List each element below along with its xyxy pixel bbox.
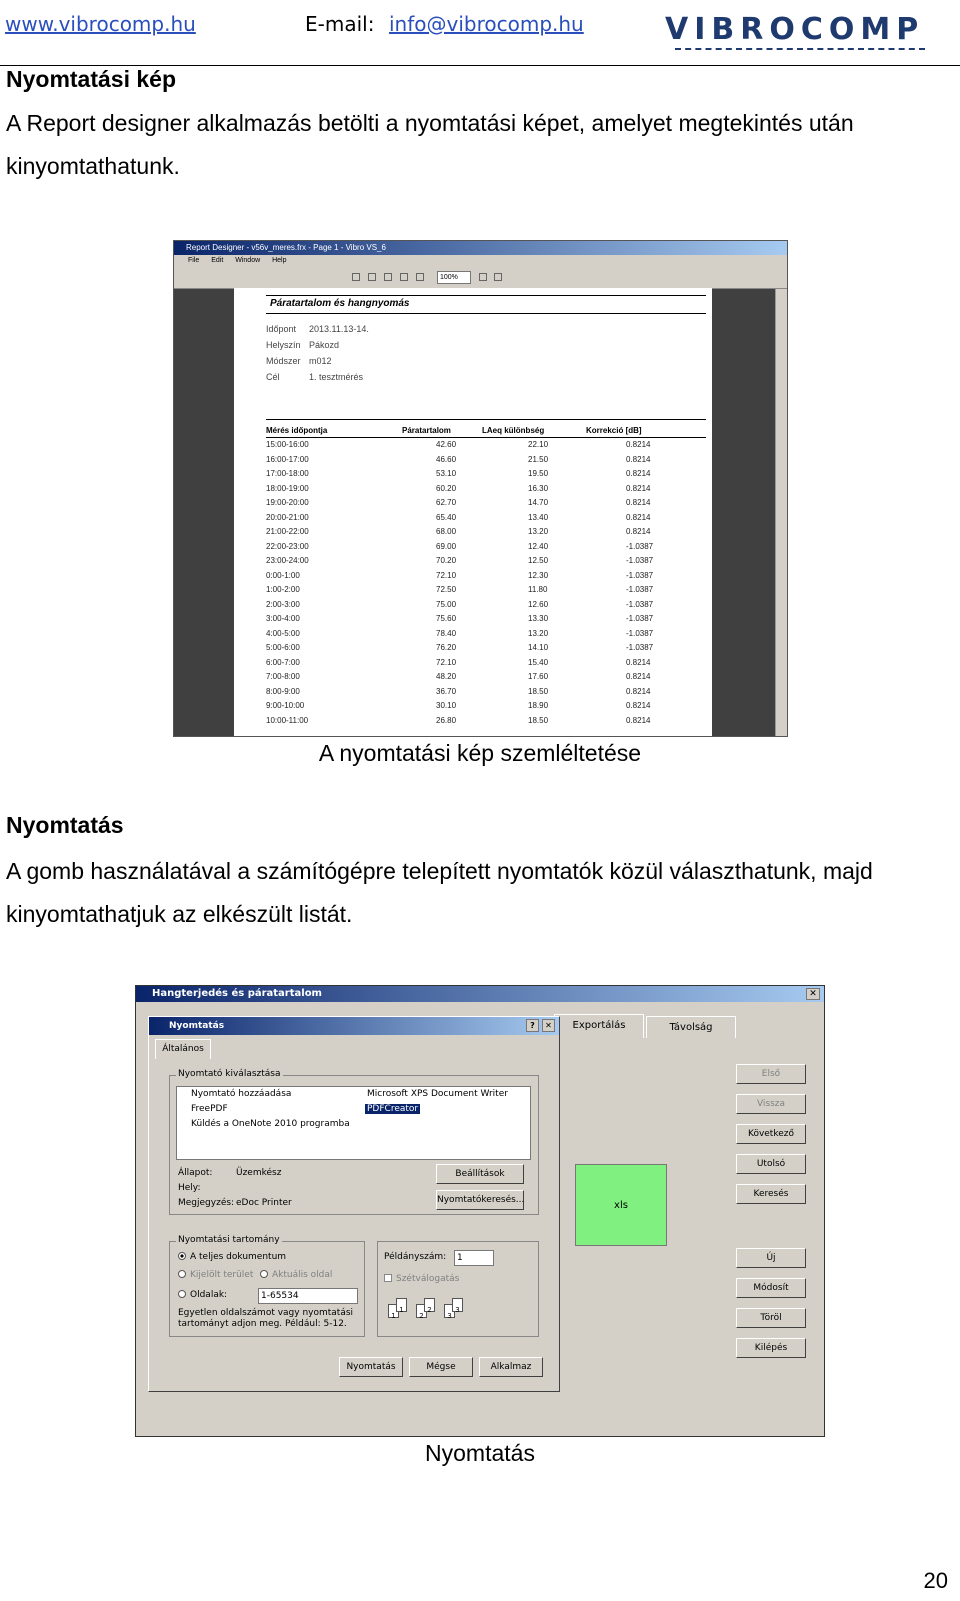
printer-group-label: Nyomtató kiválasztása xyxy=(178,1069,281,1079)
range-selection-label: Kijelölt terület xyxy=(190,1270,254,1280)
table-cell: 20:00-21:00 xyxy=(266,512,309,522)
table-cell: -1.0387 xyxy=(626,570,654,580)
printer-freepdf[interactable]: FreePDF xyxy=(191,1104,228,1114)
table-cell: 75.60 xyxy=(436,614,457,623)
copies-label: Példányszám: xyxy=(384,1252,447,1262)
comment-value: eDoc Printer xyxy=(236,1198,292,1208)
table-cell: 0.8214 xyxy=(626,469,651,478)
report-designer-screenshot xyxy=(173,240,788,737)
next-page-icon[interactable] xyxy=(400,273,408,281)
collate-page-icon: 2 xyxy=(416,1304,427,1318)
range-all-radio[interactable] xyxy=(178,1252,286,1262)
collate-page-icon: 3 xyxy=(444,1304,455,1318)
logo-text: VIBROCOMP xyxy=(665,12,925,47)
table-cell: -1.0387 xyxy=(626,585,654,594)
table-cell: 0.8214 xyxy=(626,686,651,696)
zoom-icon[interactable] xyxy=(479,273,487,281)
website-link[interactable]: www.vibrocomp.hu xyxy=(5,12,196,36)
collate-page-icon: 2 xyxy=(424,1298,435,1312)
table-cell: 14.70 xyxy=(528,498,549,507)
table-cell: 18:00-19:00 xyxy=(266,483,309,493)
report-title: Páratartalom és hangnyomás xyxy=(270,298,410,309)
table-cell: 18.50 xyxy=(528,715,549,725)
meta-value: m012 xyxy=(309,356,332,366)
table-row xyxy=(266,571,706,585)
first-page-icon[interactable] xyxy=(352,273,360,281)
print-dialog-title: Nyomtatás xyxy=(169,1021,225,1031)
side-button[interactable]: Kilépés xyxy=(736,1338,806,1358)
table-cell: 2:00-3:00 xyxy=(266,599,300,609)
table-row xyxy=(266,716,706,730)
table-row xyxy=(266,672,706,686)
page-header xyxy=(0,0,960,66)
table-cell: 14.10 xyxy=(528,643,549,652)
meta-key: Időpont xyxy=(266,324,297,334)
email-label: E-mail: xyxy=(305,12,375,36)
printer-select-group xyxy=(169,1069,539,1215)
table-cell: 22.10 xyxy=(528,440,549,449)
zoom-select[interactable]: 100% xyxy=(437,271,471,284)
table-cell: -1.0387 xyxy=(626,541,654,551)
table-row xyxy=(266,658,706,672)
printer-xps[interactable]: Microsoft XPS Document Writer xyxy=(367,1089,508,1099)
logo-underline xyxy=(675,48,925,50)
table-cell: 0.8214 xyxy=(626,701,651,710)
section-heading-print: Nyomtatás xyxy=(6,812,124,838)
page-number: 20 xyxy=(923,1568,948,1593)
table-cell: 13.40 xyxy=(528,512,549,522)
table-cell: 1:00-2:00 xyxy=(266,585,300,594)
collate-page-icon: 1 xyxy=(388,1304,399,1318)
table-cell: 11.80 xyxy=(528,585,548,594)
table-cell: 3:00-4:00 xyxy=(266,614,300,623)
table-cell: 17:00-18:00 xyxy=(266,469,309,478)
section-heading-print-preview: Nyomtatási kép xyxy=(6,66,177,92)
print-range-group xyxy=(169,1235,365,1337)
table-cell: 75.00 xyxy=(436,599,457,609)
table-cell: 0.8214 xyxy=(626,454,651,464)
printer-settings-button[interactable]: Beállítások xyxy=(436,1164,524,1184)
app-window-titlebar: Hangterjedés és páratartalom xyxy=(136,986,824,1002)
table-row xyxy=(266,643,706,657)
side-button[interactable]: Vissza xyxy=(736,1094,806,1114)
collate-page-icon: 3 xyxy=(452,1298,463,1312)
table-cell: 70.20 xyxy=(436,556,457,565)
pages-input[interactable]: 1-65534 xyxy=(258,1288,358,1304)
table-cell: 65.40 xyxy=(436,512,457,522)
xls-export-button[interactable]: xls xyxy=(575,1164,667,1246)
table-cell: 46.60 xyxy=(436,454,457,464)
menu-window[interactable]: Window xyxy=(235,257,261,264)
table-row xyxy=(266,600,706,614)
table-cell: 0:00-1:00 xyxy=(266,570,300,580)
table-cell: 53.10 xyxy=(436,469,457,478)
tab-export[interactable]: Exportálás xyxy=(554,1014,644,1038)
status-value: Üzemkész xyxy=(236,1168,282,1178)
table-row xyxy=(266,614,706,628)
table-cell: 36.70 xyxy=(436,686,457,696)
comment-label: Megjegyzés: xyxy=(178,1198,235,1208)
printer-add-printer[interactable]: Nyomtató hozzáadása xyxy=(191,1089,292,1099)
print-dialog xyxy=(148,1016,560,1392)
table-cell: 6:00-7:00 xyxy=(266,657,300,667)
table-row xyxy=(266,542,706,556)
table-cell: 13.20 xyxy=(528,628,549,638)
figure-caption-2: Nyomtatás xyxy=(425,1440,535,1466)
preview-scrollbar[interactable] xyxy=(775,289,787,737)
meta-value: Pákozd xyxy=(309,340,340,350)
table-cell: 9:00-10:00 xyxy=(266,701,305,710)
side-button[interactable]: Új xyxy=(736,1248,806,1268)
side-button[interactable]: Utolsó xyxy=(736,1154,806,1174)
table-cell: 0.8214 xyxy=(626,483,651,493)
table-cell: 12.60 xyxy=(528,599,549,609)
printer-icon[interactable] xyxy=(494,273,502,281)
table-row xyxy=(266,455,706,469)
printer-onenote[interactable]: Küldés a OneNote 2010 programba xyxy=(191,1119,350,1129)
table-cell: 16.30 xyxy=(528,483,549,493)
side-button[interactable]: Keresés xyxy=(736,1184,806,1204)
table-cell: 19.50 xyxy=(528,469,549,478)
table-cell: 18.50 xyxy=(528,686,549,696)
copies-group xyxy=(377,1241,539,1337)
close-icon[interactable]: ✕ xyxy=(806,988,820,1000)
table-cell: 26.80 xyxy=(436,715,457,725)
range-hint: Egyetlen oldalszámot vagy nyomtatási tartományt adjon meg. Például: 5-12. xyxy=(178,1308,354,1329)
side-button[interactable]: Első xyxy=(736,1064,806,1084)
table-row xyxy=(266,629,706,643)
meta-key: Módszer xyxy=(266,356,301,366)
table-cell: 0.8214 xyxy=(626,498,651,507)
table-cell: 8:00-9:00 xyxy=(266,686,300,696)
table-cell: 0.8214 xyxy=(626,440,651,449)
report-designer-menubar xyxy=(174,255,787,267)
table-cell: 13.20 xyxy=(528,527,549,536)
report-meta-line xyxy=(266,340,339,350)
table-cell: 0.8214 xyxy=(626,512,651,522)
table-cell: 48.20 xyxy=(436,672,457,681)
printer-list xyxy=(176,1086,531,1160)
table-cell: 15:00-16:00 xyxy=(266,440,309,449)
table-cell: 23:00-24:00 xyxy=(266,556,309,565)
side-button[interactable]: Töröl xyxy=(736,1308,806,1328)
tab-distance[interactable]: Távolság xyxy=(646,1016,736,1038)
table-row xyxy=(266,687,706,701)
table-cell: 4:00-5:00 xyxy=(266,628,300,638)
report-meta-line xyxy=(266,324,369,334)
menu-help[interactable]: Help xyxy=(272,257,287,264)
menu-file[interactable]: File xyxy=(188,257,200,264)
preview-toolbar xyxy=(174,267,787,289)
dialog-close-icon[interactable]: ✕ xyxy=(542,1019,555,1032)
print-dialog-titlebar xyxy=(149,1017,559,1035)
table-cell: 22:00-23:00 xyxy=(266,541,309,551)
range-selection-radio[interactable] xyxy=(178,1270,253,1280)
table-row xyxy=(266,469,706,483)
table-cell: -1.0387 xyxy=(626,643,654,652)
cancel-button[interactable]: Mégse xyxy=(409,1357,473,1377)
table-cell: 42.60 xyxy=(436,440,457,449)
table-cell: 72.10 xyxy=(436,657,457,667)
table-cell: 19:00-20:00 xyxy=(266,498,309,507)
table-cell: 12.30 xyxy=(528,570,549,580)
table-cell: -1.0387 xyxy=(626,628,654,638)
table-cell: 69.00 xyxy=(436,541,457,551)
report-meta-line xyxy=(266,356,332,366)
table-cell: 76.20 xyxy=(436,643,457,652)
tab-general[interactable]: Általános xyxy=(155,1039,211,1059)
side-button[interactable]: Következő xyxy=(736,1124,806,1144)
print-range-label: Nyomtatási tartomány xyxy=(178,1235,280,1245)
range-current-label: Aktuális oldal xyxy=(272,1270,333,1280)
table-cell: 0.8214 xyxy=(626,672,651,681)
col-header-humidity: Páratartalom xyxy=(402,426,451,435)
table-row xyxy=(266,527,706,541)
col-header-laeq: LAeq különbség xyxy=(482,426,545,435)
table-cell: 13.30 xyxy=(528,614,549,623)
report-designer-titlebar: Report Designer - v56v_meres.frx - Page 1 - Vibro VS_6 xyxy=(174,241,787,255)
meta-key: Helyszín xyxy=(266,340,301,350)
vibrocomp-logo xyxy=(665,12,935,54)
copy-icon[interactable] xyxy=(384,273,392,281)
collate-checkbox[interactable] xyxy=(384,1274,459,1284)
prev-page-icon[interactable] xyxy=(368,273,376,281)
table-cell: 10:00-11:00 xyxy=(266,715,309,725)
report-meta-line xyxy=(266,372,363,382)
range-pages-label: Oldalak: xyxy=(190,1290,228,1300)
meta-value: 1. tesztmérés xyxy=(309,372,364,382)
table-cell: 60.20 xyxy=(436,483,457,493)
table-cell: 0.8214 xyxy=(626,657,651,667)
table-row xyxy=(266,556,706,570)
email-link[interactable]: info@vibrocomp.hu xyxy=(389,12,584,36)
table-cell: 21.50 xyxy=(528,454,549,464)
table-cell: 78.40 xyxy=(436,628,457,638)
table-cell: 68.00 xyxy=(436,527,457,536)
table-cell: 17.60 xyxy=(528,672,549,681)
collate-page-icon: 1 xyxy=(396,1298,407,1312)
table-row xyxy=(266,701,706,715)
table-cell: 12.40 xyxy=(528,541,549,551)
table-cell: 18.90 xyxy=(528,701,549,710)
table-cell: 0.8214 xyxy=(626,527,651,536)
table-row xyxy=(266,498,706,512)
range-all-label: A teljes dokumentum xyxy=(190,1252,287,1262)
figure-caption-1: A nyomtatási kép szemléltetése xyxy=(318,740,642,766)
collate-label: Szétválogatás xyxy=(396,1274,460,1284)
table-cell: 16:00-17:00 xyxy=(266,454,309,464)
print-dialog-screenshot xyxy=(135,985,825,1437)
meta-key: Cél xyxy=(266,372,280,382)
table-cell: 7:00-8:00 xyxy=(266,672,300,681)
help-icon[interactable]: ? xyxy=(526,1019,539,1032)
table-cell: -1.0387 xyxy=(626,614,654,623)
table-cell: 15.40 xyxy=(528,657,549,667)
table-cell: 72.50 xyxy=(436,585,457,594)
range-current-radio[interactable] xyxy=(260,1270,332,1280)
table-row xyxy=(266,585,706,599)
table-cell: -1.0387 xyxy=(626,556,654,565)
table-cell: 30.10 xyxy=(436,701,457,710)
status-label: Állapot: xyxy=(178,1168,213,1178)
range-pages-radio[interactable] xyxy=(178,1290,227,1300)
printer-pdfcreator[interactable]: PDFCreator xyxy=(367,1104,419,1114)
apply-button[interactable]: Alkalmaz xyxy=(479,1357,543,1377)
table-row xyxy=(266,440,706,454)
table-cell: 62.70 xyxy=(436,498,457,507)
col-header-correction: Korrekció [dB] xyxy=(586,426,642,435)
find-printer-button[interactable]: Nyomtatókeresés... xyxy=(436,1190,524,1210)
table-cell: -1.0387 xyxy=(626,599,654,609)
table-row xyxy=(266,484,706,498)
side-button[interactable]: Módosít xyxy=(736,1278,806,1298)
copies-input[interactable]: 1 xyxy=(454,1250,494,1266)
meta-value: 2013.11.13-14. xyxy=(309,324,369,334)
menu-edit[interactable]: Edit xyxy=(211,257,224,264)
table-cell: 12.50 xyxy=(528,556,549,565)
last-page-icon[interactable] xyxy=(416,273,424,281)
table-cell: 72.10 xyxy=(436,570,457,580)
report-page xyxy=(234,288,712,737)
print-button[interactable]: Nyomtatás xyxy=(339,1357,403,1377)
table-cell: 0.8214 xyxy=(626,715,651,725)
table-row xyxy=(266,513,706,527)
section-text-print: A gomb használatával a számítógépre telepített nyomtatók közül választhatunk, majd kinyomtathatjuk az elkészült listát. xyxy=(6,858,873,927)
table-cell: 21:00-22:00 xyxy=(266,527,309,536)
section-text-print-preview: A Report designer alkalmazás betölti a nyomtatási képet, amelyet megtekintés után kinyomtathatunk. xyxy=(6,110,854,179)
location-label: Hely: xyxy=(178,1183,201,1193)
table-cell: 5:00-6:00 xyxy=(266,643,300,652)
col-header-time: Mérés időpontja xyxy=(266,426,328,435)
